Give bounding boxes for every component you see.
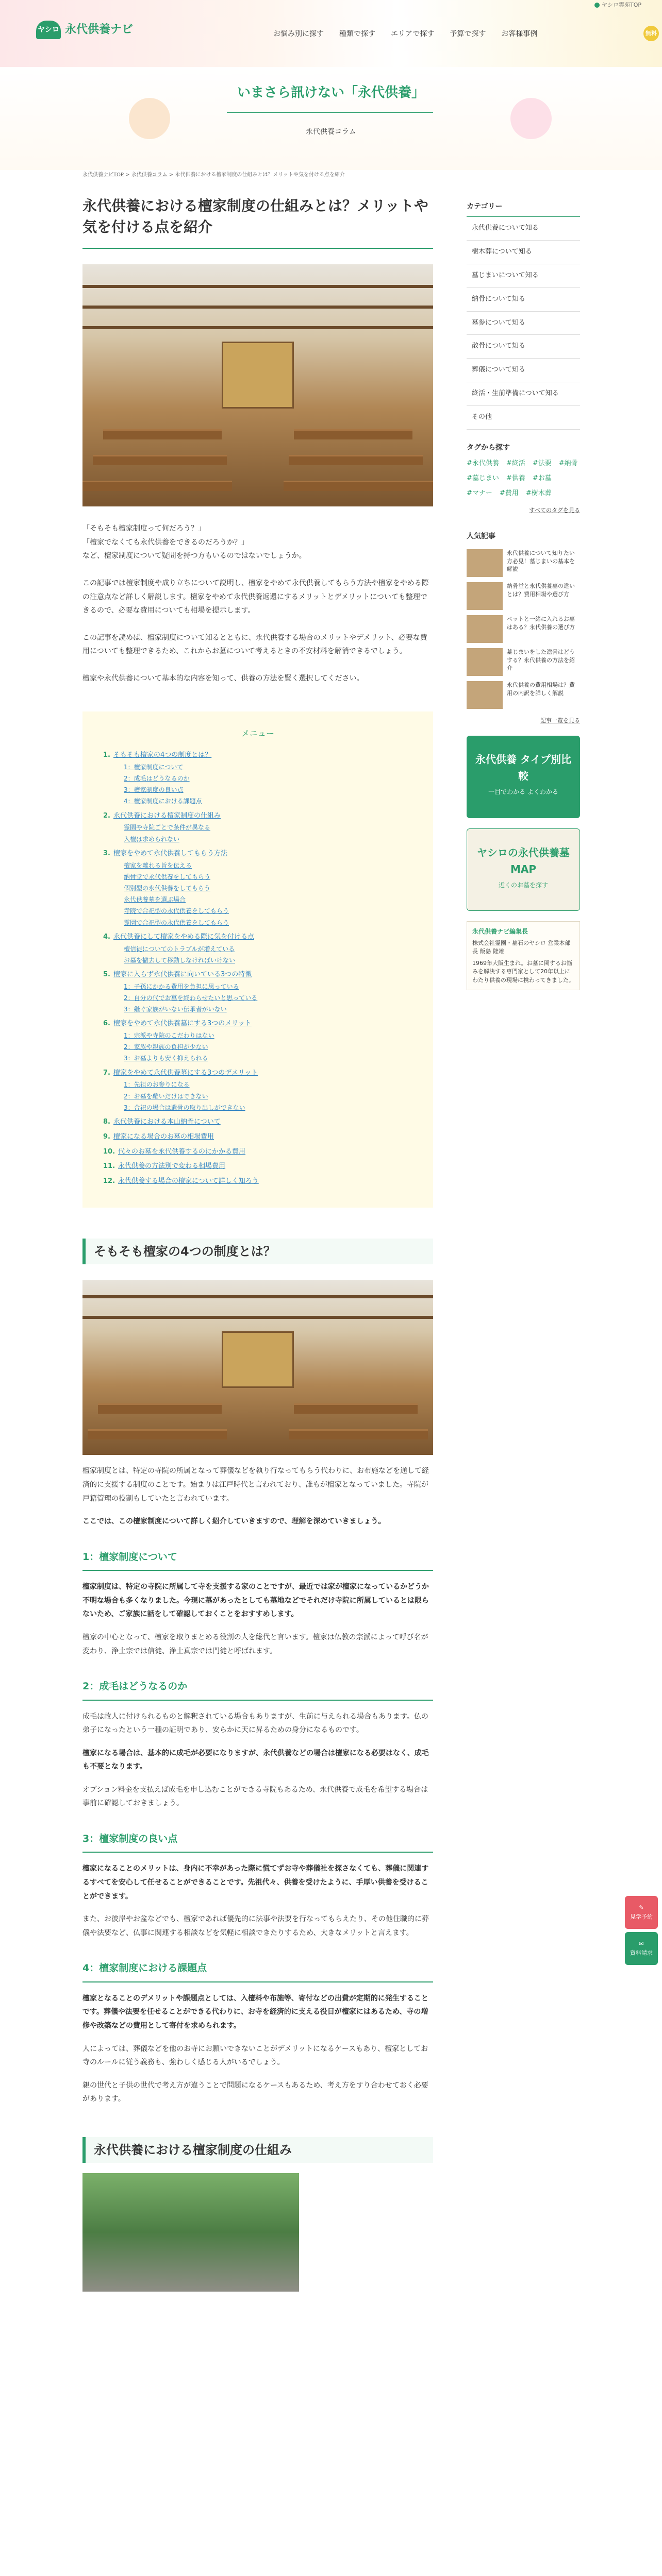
intro-paragraph: この記事では檀家制度や成り立ちについて説明し、檀家をやめて永代供養してもらう方法や檀家をやめる際の注意点など詳しく解説します。檀家をやめて永代供養返還にするメリットとデメリットについても整理できるので、必要な費用についても相場を提示します。 <box>82 579 429 615</box>
logo[interactable] <box>36 21 133 39</box>
popular-heading: 人気記事 <box>467 532 495 540</box>
breadcrumb: 永代供養ナビTOP > 永代供養コラム > 永代供養における檀家制度の仕組みとは？メリットや気を付ける点を紹介 <box>82 172 345 178</box>
section-heading: そもそも檀家の4つの制度とは？ <box>82 1239 433 1264</box>
paragraph: オプション料金を支払えば成毛を申し込むことができる寺院もあるため、永代供養で成毛を希望する場合は事前に確認しておきましょう。 <box>82 1785 428 1808</box>
toc-subitem[interactable]: 2：家族や親族の負担が少ない <box>124 1043 208 1051</box>
popular-article[interactable] <box>467 648 580 676</box>
tag-link[interactable]: #終活 <box>506 459 525 467</box>
hero <box>0 67 662 170</box>
toc-subitem[interactable]: 1：子孫にかかる費用を負担に思っている <box>124 982 239 990</box>
toc-item[interactable] <box>103 1147 412 1158</box>
article-thumbnail <box>467 681 503 709</box>
toc-item[interactable] <box>103 750 412 761</box>
tag-link[interactable]: #墓じまい <box>467 474 499 482</box>
toc-subitem[interactable]: 3：継ぐ家族がいない伝承者がいない <box>124 1006 227 1013</box>
toc-subitem[interactable]: 3：お墓よりも安く抑えられる <box>124 1055 208 1062</box>
toc-subitem[interactable]: 1：宗派や寺院のこだわりはない <box>124 1032 214 1040</box>
toc-number: 6. <box>103 1020 110 1028</box>
toc-item[interactable] <box>103 811 412 822</box>
map-banner[interactable] <box>467 828 580 911</box>
article-thumbnail <box>467 648 503 676</box>
toc-sublist <box>124 982 412 1015</box>
toc-item[interactable] <box>103 970 412 980</box>
tag-link[interactable]: #お墓 <box>532 474 552 482</box>
banner-subtitle: 近くのお墓を探す <box>498 881 548 889</box>
person-illustration-icon <box>510 98 552 139</box>
request-brochure-button[interactable]: ✉ 資料請求 <box>625 1932 658 1965</box>
calendar-icon: ✎ <box>639 1904 644 1911</box>
toc-item[interactable] <box>103 1019 412 1029</box>
editor-heading: 永代供養ナビ編集長 <box>472 927 528 935</box>
toc-link[interactable]: 檀家をやめて永代供養してもらう方法 <box>113 849 227 857</box>
intro-line: など、檀家制度について疑問を持つ方もいるのではないでしょうか。 <box>82 552 306 561</box>
tag-list <box>467 459 580 499</box>
tag-link[interactable]: #供養 <box>506 474 525 482</box>
tag-link[interactable]: #法要 <box>532 459 552 467</box>
nav-cases[interactable]: お客様事例 <box>501 30 538 38</box>
toc-sublist <box>124 823 412 844</box>
toc-link[interactable]: 永代供養における本山納骨について <box>113 1118 221 1126</box>
free-badge-icon[interactable]: 無料 <box>643 26 659 41</box>
paragraph: 親の世代と子供の世代で考え方が違うことで問題になるケースもあるため、考え方をすり合わせておく必要があります。 <box>82 2081 428 2104</box>
toc-list <box>103 750 412 1187</box>
paragraph: 人によっては、葬儀などを他のお寺にお願いできないことがデメリットになるケースもあり、檀家としてお寺のルールに従う義務も、強わしく感じる人がいるでしょう。 <box>82 2044 428 2067</box>
toc-link[interactable]: 永代供養する場合の檀家について詳しく知ろう <box>118 1177 259 1185</box>
article-thumbnail <box>467 549 503 577</box>
toc-item[interactable] <box>103 1132 412 1143</box>
table-of-contents <box>82 711 433 1208</box>
toc-subitem[interactable]: 1：檀家制度について <box>124 763 184 771</box>
article-thumbnail <box>467 615 503 643</box>
popular-article[interactable] <box>467 615 580 643</box>
category-item[interactable]: 永代供養について知る <box>467 217 580 241</box>
category-item[interactable]: その他 <box>467 406 580 430</box>
paragraph: 檀家制度とは、特定の寺院の所属となって葬儀などを執り行なってもらう代わりに、お布施などを通して経済的に支援する制度のことです。始まりは江戸時代と言われており、誰もが檀家となっていました。寺院が戸籍管理の役割もしていたと言われています。 <box>82 1467 429 1503</box>
toc-subitem[interactable]: お墓を撤去して移動しなければいけない <box>124 956 236 964</box>
toc-subitem[interactable]: 納骨堂で永代供養をしてもらう <box>124 873 211 880</box>
tag-link[interactable]: #永代供養 <box>467 459 499 467</box>
toc-item[interactable] <box>103 1068 412 1079</box>
mail-icon: ✉ <box>639 1940 644 1947</box>
toc-sublist <box>124 762 412 807</box>
temple-interior-image <box>82 1280 433 1455</box>
global-nav <box>273 28 537 40</box>
toc-number: 1. <box>103 751 110 759</box>
home-icon <box>594 3 600 8</box>
toc-subitem[interactable]: 入檀は求められない <box>124 835 180 843</box>
hero-divider <box>227 112 433 113</box>
breadcrumb-home[interactable]: 永代供養ナビTOP <box>82 172 124 178</box>
paragraph: また、お彼岸やお盆などでも、檀家であれば優先的に法事や法要を行なってもらえたり、その他住職的に葬儀や法要など、仏事に関連する相談などを気軽に相談できたりするため、大きなメリットと言えます。 <box>82 1915 429 1937</box>
toc-item[interactable] <box>103 1117 412 1128</box>
popular-article-title: 納骨堂と永代供養墓の違いとは？費用相場や選び方 <box>507 583 575 598</box>
category-item[interactable]: 散骨について知る <box>467 335 580 359</box>
toc-link[interactable]: 永代供養における檀家制度の仕組み <box>113 811 221 820</box>
toc-link[interactable]: 檀家をやめて永代供養墓にする3つのメリット <box>113 1020 252 1028</box>
subsection-heading: 1：檀家制度について <box>82 1549 433 1571</box>
toc-subitem[interactable]: 檀信徒についてのトラブルが増えている <box>124 945 235 953</box>
banner-subtitle: 一目でわかる よくわかる <box>488 788 558 795</box>
paragraph: 檀家になる場合は、基本的に成毛が必要になりますが、永代供養などの場合は檀家になる必要はなく、成毛も不要となります。 <box>82 1749 429 1771</box>
toc-link[interactable]: 檀家をやめて永代供養墓にする3つのデメリット <box>113 1069 258 1077</box>
logo-mark: ヤシロ <box>36 21 61 39</box>
toc-subitem[interactable]: 3：合祀の場合は遺骨の取り出しができない <box>124 1104 245 1111</box>
all-tags-link[interactable]: すべてのタグを見る <box>529 507 580 514</box>
toc-number: 2. <box>103 811 110 820</box>
toc-subitem[interactable]: 個別型の永代供養をしてもらう <box>124 885 211 892</box>
paragraph: 檀家制度は、特定の寺院に所属して寺を支援する家のことですが、最近では家が檀家になっているかどうか不明な場合も多くなりました。今現に墓があったとしても墓地などでそれだけ寺院に所属しているとは限らないため、ご家族に話をして確認しておくことをおすすめします。 <box>82 1583 429 1619</box>
toc-subitem[interactable]: 2：お墓を離いだけはできない <box>124 1092 208 1100</box>
paragraph: 成毛は故人に付けられるものと解釈されている場合もありますが、生前に与えられる場合もあります。仏の弟子になったという一種の証明であり、安らかに天に昇るための身分になるものです。 <box>82 1712 428 1735</box>
paragraph: 檀家になることのメリットは、身内に不幸があった際に慌てずお寺や葬儀社を探さなくても、葬儀に関連するすべてを安心して任せることができることです。先祖代々、供養を受けたように、手厚い供養を受けることができます。 <box>82 1865 429 1901</box>
toc-subitem[interactable]: 4：檀家制度における課題点 <box>124 798 202 805</box>
intro-line: 「そもそも檀家制度って何だろう？」 <box>82 524 205 533</box>
paragraph: 檀家となることのデメリットや課題点としては、入檀料や布施等、寄付などの出費が定期的に発生することです。葬儀や法要を任せることができる代わりに、お寺を経済的に支える役目が檀家にはあるため、寺の増修や改築などの費用として寄付を求められます。 <box>82 1994 428 2030</box>
toc-number: 5. <box>103 970 110 978</box>
nav-budget[interactable]: 予算で探す <box>450 30 486 38</box>
toc-subitem[interactable]: 2：成毛はどうなるのか <box>124 775 190 783</box>
toc-title: メニュー <box>241 728 274 738</box>
toc-subitem[interactable]: 檀家を離れる旨を伝える <box>124 861 192 869</box>
toc-subitem[interactable]: 3：檀家制度の良い点 <box>124 786 184 794</box>
tag-link[interactable]: #マナー <box>467 489 492 497</box>
top-link-bar <box>0 0 662 10</box>
popular-article-title: ペットと一緒に入れるお墓はある？永代供養の選び方 <box>507 616 575 631</box>
breadcrumb-column[interactable]: 永代供養コラム <box>131 172 168 178</box>
hero-title: いまさら訊けない「永代供養」 <box>237 85 425 100</box>
toc-link[interactable]: 代々のお墓を永代供養するのにかかる費用 <box>118 1147 246 1156</box>
category-item[interactable]: 納骨について知る <box>467 288 580 312</box>
toc-item[interactable] <box>103 1161 412 1172</box>
site-header <box>0 0 662 67</box>
garden-cemetery-image <box>82 2173 299 2292</box>
toc-subitem[interactable]: 霊園で合祀型の永代供養をしてもらう <box>124 919 229 926</box>
paragraph: ここでは、この檀家制度について詳しく紹介していきますので、理解を深めていきましょう。 <box>82 1517 386 1526</box>
toc-number: 8. <box>103 1118 110 1126</box>
category-item[interactable]: 墓参について知る <box>467 312 580 335</box>
toc-subitem[interactable]: 霊園や寺院ごとで条件が異なる <box>124 824 211 832</box>
temple-interior-image <box>82 264 433 506</box>
article-thumbnail <box>467 582 503 610</box>
altar-image <box>222 342 294 409</box>
toc-number: 10. <box>103 1147 115 1156</box>
hero-subtitle: 永代供養コラム <box>306 128 356 136</box>
toc-link[interactable]: 檀家になる場合のお墓の相場費用 <box>113 1132 214 1141</box>
popular-article[interactable] <box>467 549 580 577</box>
popular-article-title: 墓じまいをした遺骨はどうする？永代供養の方法を紹介 <box>507 649 575 672</box>
tag-link[interactable]: #納骨 <box>558 459 578 467</box>
banner-title: 永代供養 タイプ別比較 <box>475 753 571 782</box>
toc-item[interactable] <box>103 1176 412 1187</box>
paragraph: 檀家の中心となって、檀家を取りまとめる役割の人を総代と言います。檀家は仏教の宗派によって呼び名が変わり、浄土宗では信徒、浄土真宗では門徒と呼ばれます。 <box>82 1633 428 1655</box>
subsection-heading: 2：成毛はどうなるのか <box>82 1679 433 1700</box>
tag-link[interactable]: #樹木葬 <box>525 489 552 497</box>
toc-sublist <box>124 861 412 928</box>
toc-number: 3. <box>103 849 110 857</box>
nav-worry[interactable]: お悩み別に探す <box>273 30 324 38</box>
nav-type[interactable]: 種類で探す <box>339 30 375 38</box>
popular-article[interactable] <box>467 681 580 709</box>
category-heading: カテゴリー <box>467 202 503 211</box>
category-list <box>467 216 580 429</box>
breadcrumb-current: 永代供養における檀家制度の仕組みとは？メリットや気を付ける点を紹介 <box>175 172 345 178</box>
intro-paragraph: この記事を読めば、檀家制度について知るとともに、永代供養する場合のメリットやデメリット、必要な費用についても整理できるため、これからお墓について考えるときの不安材料を解消できるでしょう。 <box>82 633 427 656</box>
article <box>82 196 433 2292</box>
popular-article-title: 永代供養の費用相場は？費用の内訳を詳しく解説 <box>507 682 575 697</box>
popular-article[interactable] <box>467 582 580 610</box>
category-item[interactable]: 墓じまいについて知る <box>467 264 580 288</box>
category-item[interactable]: 終活・生前準備について知る <box>467 382 580 406</box>
toc-item[interactable] <box>103 849 412 859</box>
subsection-heading: 4：檀家制度における課題点 <box>82 1960 433 1982</box>
type-comparison-banner[interactable] <box>467 736 580 818</box>
category-item[interactable]: 葬儀について知る <box>467 359 580 382</box>
toc-subitem[interactable]: 寺院で合祀型の永代供養をしてもらう <box>124 907 229 915</box>
toc-link[interactable]: 檀家に入らず永代供養に向いている3つの特徴 <box>113 970 252 978</box>
article-title: 永代供養における檀家制度の仕組みとは？メリットや気を付ける点を紹介 <box>82 196 433 249</box>
editor-name: 株式会社霊園・墓石のヤシロ 営業本部長 飯島 隆雄 <box>472 939 571 955</box>
intro-line: 「檀家でなくても永代供養をできるのだろうか？」 <box>82 538 249 547</box>
toc-item[interactable] <box>103 932 412 943</box>
toc-number: 9. <box>103 1132 110 1141</box>
tag-heading: タグから探す <box>467 443 510 452</box>
visit-reservation-button[interactable]: ✎ 見学予約 <box>625 1896 658 1929</box>
toc-link[interactable]: そもそも檀家の4つの制度とは？ <box>113 751 212 759</box>
top-link[interactable]: ヤシロ霊苑TOP <box>602 2 641 9</box>
toc-link[interactable]: 永代供養の方法別で変わる相場費用 <box>118 1162 226 1171</box>
intro-paragraph: 檀家や永代供養について基本的な内容を知って、供養の方法を賢く選択してください。 <box>82 674 364 683</box>
popular-article-title: 永代供養について知りたい方必見！墓じまいの基本を解説 <box>507 550 575 573</box>
category-item[interactable]: 樹木葬について知る <box>467 241 580 264</box>
editor-body: 1969年大阪生まれ。お墓に関するお悩みを解決する専門家として20年以上にわたり供養の現場に携わってきました。 <box>472 959 574 984</box>
toc-number: 4. <box>103 933 110 941</box>
toc-subitem[interactable]: 1：先祖のお参りになる <box>124 1081 190 1089</box>
toc-subitem[interactable]: 永代供養墓を選ぶ場合 <box>124 896 186 904</box>
toc-link[interactable]: 永代供養にして檀家をやめる際に気を付ける点 <box>113 933 254 941</box>
subsection-heading: 3：檀家制度の良い点 <box>82 1831 433 1853</box>
toc-sublist <box>124 1080 412 1113</box>
toc-number: 11. <box>103 1162 115 1171</box>
sidebar <box>467 196 580 990</box>
editor-profile <box>467 921 580 991</box>
toc-subitem[interactable]: 2：自分の代でお墓を終わらせたいと思っている <box>124 994 258 1002</box>
toc-sublist <box>124 1031 412 1064</box>
nav-area[interactable]: エリアで探す <box>391 30 435 38</box>
popular-list <box>467 549 580 709</box>
logo-title: 永代供養ナビ <box>65 23 134 37</box>
toc-sublist <box>124 944 412 965</box>
section-heading: 永代供養における檀家制度の仕組み <box>82 2137 433 2163</box>
more-popular-link[interactable]: 記事一覧を見る <box>540 717 580 724</box>
toc-number: 7. <box>103 1069 110 1077</box>
toc-number: 12. <box>103 1177 115 1185</box>
banner-title: ヤシロの永代供養墓MAP <box>477 846 570 875</box>
altar-image <box>222 1331 294 1388</box>
tag-link[interactable]: #費用 <box>499 489 519 497</box>
